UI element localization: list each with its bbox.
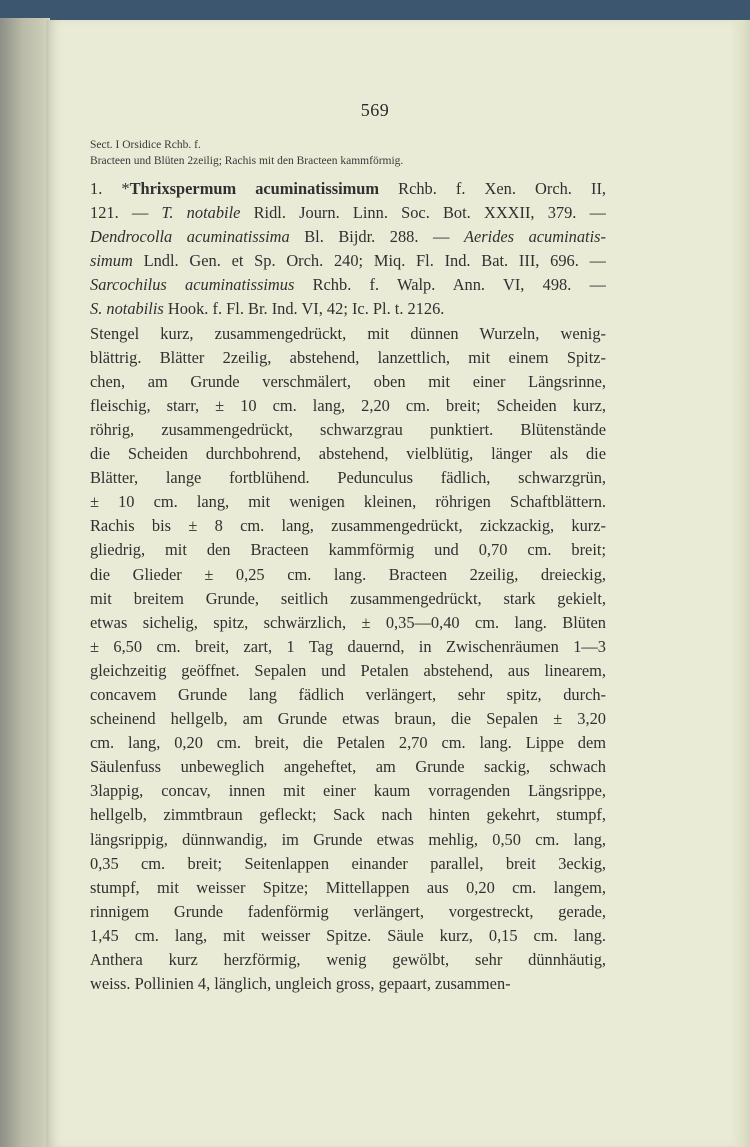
description-line: 0,35 cm. breit; Seitenlappen einander parallel, breit 3eckig, <box>90 853 606 873</box>
description-line: scheinend hellgelb, am Grunde etwas braun, die Sepalen ± 3,20 <box>90 709 606 729</box>
description-line: 3lappig, concav, innen mit einer kaum vorragenden Längsrippe, <box>90 781 606 801</box>
description-line: ± 6,50 cm. breit, zart, 1 Tag dauernd, in Zwischenräumen 1—3 <box>90 636 606 656</box>
description-line: Säulenfuss unbeweglich angeheftet, am Grunde sackig, schwach <box>90 757 606 777</box>
description-line: Blätter, lange fortblühend. Pedunculus fädlich, schwarzgrün, <box>90 468 606 488</box>
citation-text: 1. * <box>90 179 130 198</box>
description-line: die Scheiden durchbohrend, abstehend, vielblütig, länger als die <box>90 444 606 464</box>
citation-text: Hook. f. Fl. Br. Ind. VI, 42; Ic. Pl. t. 2126. <box>163 299 445 319</box>
description-line: 1,45 cm. lang, mit weisser Spitze. Säule kurz, 0,15 cm. lang. <box>90 925 606 945</box>
citation-text: 121. — <box>90 203 162 223</box>
citation-text: Bl. Bijdr. 288. — <box>289 227 464 247</box>
section-subtitle: Bracteen und Blüten 2zeilig; Rachis mit den Bracteen kammförmig. <box>90 155 404 167</box>
description-line: rinnigem Grunde fadenförmig verlängert, vorgestreckt, gerade, <box>90 901 606 921</box>
synonym-name: Dendrocolla acuminatissima <box>90 227 290 247</box>
synonymy-line <box>90 297 606 321</box>
scan-top-edge <box>0 0 750 22</box>
description-line: die Glieder ± 0,25 cm. lang. Bracteen 2zeilig, dreieckig, <box>90 564 606 584</box>
synonymy-line <box>90 249 606 273</box>
description-line: mit breitem Grunde, seitlich zusammengedrückt, stark gekielt, <box>90 588 606 608</box>
synonymy-block <box>90 177 606 322</box>
book-binding-edge <box>0 18 50 1147</box>
description-line: Stengel kurz, zusammengedrückt, mit dünnen Wurzeln, wenig- <box>90 323 606 343</box>
description-line: weiss. Pollinien 4, länglich, ungleich gross, gepaart, zusammen- <box>90 974 511 994</box>
synonymy-line <box>90 177 606 201</box>
synonym-name: T. notabile <box>161 203 241 223</box>
citation-text: Rchb. f. Walp. Ann. VI, 498. — <box>294 275 606 295</box>
synonym-name: simum <box>90 251 133 271</box>
section-heading <box>90 137 403 169</box>
page-number: 569 <box>360 100 390 120</box>
description-line: Anthera kurz herzförmig, wenig gewölbt, sehr dünnhäutig, <box>90 950 606 969</box>
description-line: cm. lang, 0,20 cm. breit, die Petalen 2,70 cm. lang. Lippe dem <box>90 733 606 753</box>
description-line: gleichzeitig geöffnet. Sepalen und Petalen abstehend, aus linearem, <box>90 660 606 680</box>
description-block <box>90 322 606 997</box>
species-entry <box>90 177 606 996</box>
synonymy-line <box>90 225 606 249</box>
species-name: Thrixspermum acuminatissimum <box>129 179 380 198</box>
synonymy-line <box>90 273 606 297</box>
synonymy-line <box>90 201 606 225</box>
synonym-name: S. notabilis <box>90 299 164 319</box>
description-line: chen, am Grunde verschmälert, oben mit einer Längsrinne, <box>90 371 606 391</box>
section-title: Sect. I Orsidice Rchb. f. <box>90 139 201 151</box>
description-line: ± 10 cm. lang, mit wenigen kleinen, röhrigen Schaftblättern. <box>90 492 606 512</box>
synonym-name: Sarcochilus acuminatissimus <box>90 275 295 295</box>
citation-text: Lndl. Gen. et Sp. Orch. 240; Miq. Fl. Ind. Bat. III, 696. — <box>132 251 606 271</box>
description-line: röhrig, zusammengedrückt, schwarzgrau punktiert. Blütenstände <box>90 419 606 439</box>
description-line: concavem Grunde lang fädlich verlängert, sehr spitz, durch- <box>90 684 606 704</box>
description-line: Rachis bis ± 8 cm. lang, zusammengedrückt, zickzackig, kurz- <box>90 516 606 536</box>
description-line: längsrippig, dünnwandig, im Grunde etwas mehlig, 0,50 cm. lang, <box>90 829 606 849</box>
description-line: gliedrig, mit den Bracteen kammförmig und 0,70 cm. breit; <box>90 540 606 560</box>
description-line: hellgelb, zimmtbraun gefleckt; Sack nach hinten gekehrt, stumpf, <box>90 805 606 825</box>
description-line: blättrig. Blätter 2zeilig, abstehend, lanzettlich, mit einem Spitz- <box>90 347 606 367</box>
description-line: etwas sichelig, spitz, schwärzlich, ± 0,35—0,40 cm. lang. Blüten <box>90 612 606 632</box>
citation-text: Rchb. f. Xen. Orch. II, <box>379 179 606 198</box>
synonym-name: Aerides acuminatis- <box>463 227 606 247</box>
description-line: stumpf, mit weisser Spitze; Mittellappen aus 0,20 cm. langem, <box>90 877 606 897</box>
description-line: fleischig, starr, ± 10 cm. lang, 2,20 cm. breit; Scheiden kurz, <box>90 395 606 415</box>
page-right-edge <box>730 20 750 1147</box>
citation-text: Ridl. Journ. Linn. Soc. Bot. XXXII, 379. — <box>240 203 606 223</box>
